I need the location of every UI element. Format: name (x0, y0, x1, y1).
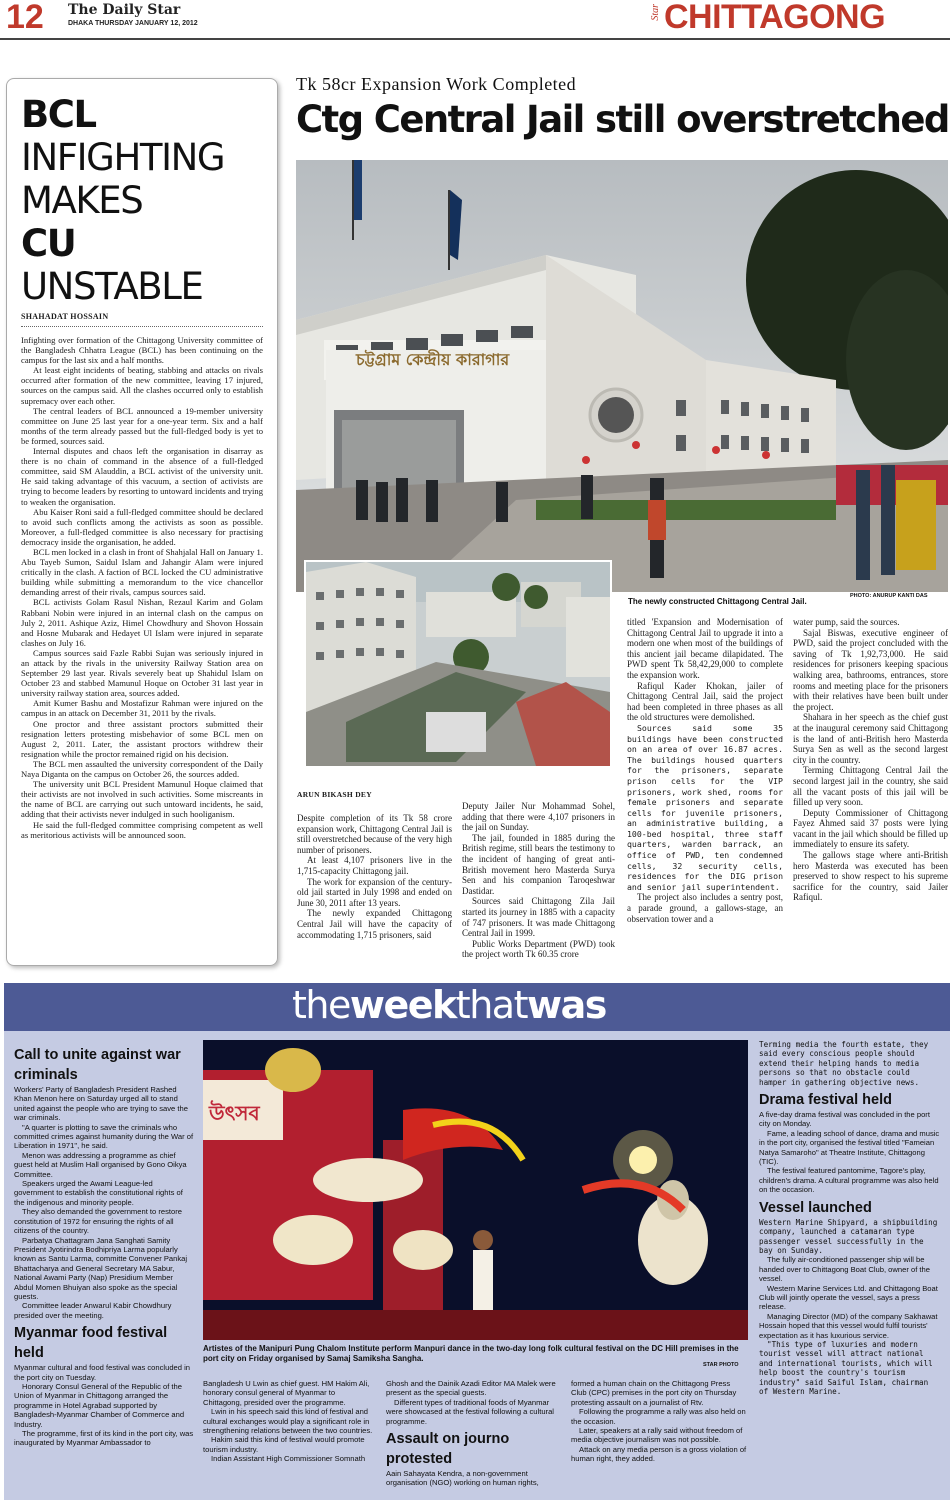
star-mark: Star (650, 4, 661, 21)
jail-photo-caption: The newly constructed Chittagong Central Jail. (628, 597, 807, 606)
lead-column-2: Deputy Jailer Nur Mohammad Sohel, adding that there were 4,107 prisoners in the jail on Sunday. The jail, founded in 1885 during the British regime, still bears the testimony to the incident of hanging of great anti-British movement hero Masterda Surya Sen and his companion Taroqeshwar Dastidar. Sources said Chittagong Zila Jail started its journey in 1885 with a capacity of 747 prisoners. It was made Chittagong Central Jail in 1999. Public Works Department (PWD) took the project worth Tk 60.35 crore (462, 801, 615, 960)
sidebar-body: Infighting over formation of the Chittagong University committee of the Bangladesh Chhatra League (BCL) has been continuing on the campus for the last six and a half months. At least eight incidents of beating, stabbing and attacks on rivals occurred after formation of the new committee, leaving 17 injured, sources on the campus said. All the clashes occurred only to establish supremacy over each other. The central leaders of BCL announced a 19-member university committee on June 25 last year for a one-year term. Six and a half months of the term already passed but the full-fledged body is yet to be formed, sources said. Internal disputes and chaos left the organisation in disarray as there is no chain of command in the absence of a full-fledged committee, said SM Alauddin, a BCL activist of the university unit. He said taking advantage of this vacuum, a section of activists are trying to become leaders by resorting to untoward incidents and trying to weaken the organisation. Abu Kaiser Roni said a full-fledged committee should be declared to avoid such conflicts among the activists as soon as possible. Moreover, a full-fledged committee is also necessary for practising democracy inside the organisation, he added. BCL men locked in a clash in front of Shahjalal Hall on January 1. Abu Tayeb Sumon, Saidul Islam and Jahangir Alam were injured critically in the clash. A faction of BCL locked the CU administrative building while submitting a memorandum to the vice chancellor demanding arrest of their rivals, campus sources said. BCL activists Golam Rasul Nishan, Rezaul Karim and Golam Rabbani Nobin were injured in an internal clash on the campus on July 2, 2011. Ashique Aziz, Himel Chowdhury and Shovon Hossain and Hosne Mubarak and Hedayet Ul Islam were injured in separate clashes on July 16. Campus sources said Fazle Rabbi Sujan was seriously injured in an attack by the rivals in the university Railway Station area on September 29 last year. Rivals severely beat up Shahidul Islam on October 23 and stabbed Mamunul Hoque on October 31 last year in university railway station area, sources added. Amit Kumer Bashu and Mostafizur Rahman were injured on the campus in an attack on December 31, 2011 by the rivals. One proctor and three assistant proctors submitted their resignation letters protesting misbehavior of some BCL men on August 2, 2011. Later, the assistant proctors withdrew their resignation while the proctor remained rigid on his decision. The BCL men assaulted the university correspondent of the Daily Naya Diganta on the campus on October 26, the sources added. The university unit BCL President Mamunul Hoque claimed that their activists are not involved in such activities. Some miscreants in the name of BCL are carrying out such untoward incidents, he said, adding that their activists never indulged in such hooliganism. He said the full-fledged committee comprising competent as well as meritorious activists will be announced soon. (21, 335, 263, 840)
dance-photo-caption: Artistes of the Manipuri Pung Chalom Institute perform Manpuri dance in the two-day long folk cultural festival on the DC Hill premises in the port city on Friday organised by Samaj Samiksha Sangha. (203, 1344, 739, 1363)
story-headline-journo: Assault on journo protested (386, 1431, 510, 1468)
week-center-column-2: Ghosh and the Dainik Azadi Editor MA Malek were present as the special guests. Different types of traditional foods of Myanmar were showcased at the festival following a cultural programme. Assault on journo protested Aain Sahayata Kendra, a non-government organisation (NGO) working on human rights, (386, 1379, 564, 1500)
lead-column-4: water pump, said the sources. Sajal Biswas, executive engineer of PWD, said the project concluded with the saving of Tk 1,92,73,000. He said residences for prisoners keeping spacious walking area, bathrooms, entrances, store rooms and meeting place for the prisoners with their relatives have been built under the project. Shahara in her speech as the chief gust at the inaugural ceremony said Chittagong is the land of anti-British hero Masterda Surya Sen as well as the second largest city in the country. Terming Chittagong Central Jail the second largest jail in the country, she said all the vacant posts of this jail will be filled up very soon. Deputy Commissioner of Chittagong Fayez Ahmed said 37 posts were lying vacant in the jail which should be filled up immediately to ensure its safety. The gallows stage where anti-British hero Masterda was executed has been preserved to show respect to his supreme sacrifice for the country, said Jailer Rafiqul. (793, 617, 948, 903)
section-name: CHITTAGONG (664, 0, 886, 36)
week-right-column: Terming media the fourth estate, they said every conscious people should extend their helping hands to media persons so that no obstacle could hamper in gathering objective news. Drama festival held A five-day drama festival was concluded in the port city on Monday. Fame, a leading school of dance, drama and music in the port city, organised the festival titled "Fameian Natya Samaroho" at Theatre Institute, Chittagong (TIC). The festival featured pantomime, Tagore's play, children's drama. A cultural programme was also held on the occasion. Vessel launched Western Marine Shipyard, a shipbuilding company, launched a catamaran type passenger vessel successfully in the bay on Sunday. The fully air-conditioned passenger ship will be handed over to Chittagong Boat Club, owner of the vessel. Western Marine Services Ltd. and Chittagong Boat Club will jointly operate the vessel, says a press release. Managing Director (MD) of the company Sakhawat Hossain hoped that this vessel would fulfil tourists' expectation as it has luxurious service. "This type of luxuries and modern tourist vessel will attract national and international tourists, which will help boost the country's tourism industry" said Saiful Islam, chairman of Western Marine. (759, 1040, 940, 1396)
gate-sign: চট্টগ্রাম কেন্দ্রীয় কারাগার (356, 350, 510, 369)
story-headline-myanmar-food: Myanmar food festival held (14, 1325, 168, 1362)
page-number: 12 (6, 0, 44, 36)
story-headline-vessel: Vessel launched (759, 1199, 872, 1216)
week-center-column-1: Bangladesh U Lwin as chief guest. HM Hakim Ali, honorary consul general of Myanmar to Chittagong, presided over the programme. Lwin in his speech said this kind of festival and cultural exchanges would play a significant role in strengthening relations between the two countries. Hakim said this kind of festival would promote tourism industry. Indian Assistant High Commissioner Somnath (203, 1379, 373, 1464)
sidebar-headline: BCL INFIGHTING MAKES CU UNSTABLE (21, 93, 225, 308)
lead-column-1: Despite completion of its Tk 58 crore expansion work, Chittagong Central Jail is still overstretched because of the very high number of prisoners. At least 4,107 prisoners live in the 1,715-capacity Chittagong jail. The work for expansion of the century-old jail started in July 1998 and ended on June 30, 2011 after 13 years. The newly expanded Chittagong Central Jail will have the capacity of accommodating 1,715 prisoners, said (297, 813, 452, 940)
week-that-was-banner (4, 983, 950, 1031)
lead-column-3: titled 'Expansion and Modernisation of Chittagong Central Jail to upgrade it into a modern one when most of the buildings of this ancient jail became dilapidated. The PWD spent Tk 58,42,29,000 to complete the expansion work. Rafiqul Kader Khokan, jailer of Chittagong Central Jail, said the project had been completed in three phases as all the old structures were demolished. Sources said some 35 buildings have been constructed on an area of over 16.87 acres. The buildings housed quarters for the prisoners, separate prison cells for the VIP prisoners, work shed, rooms for female prisoners and separate cells for juvenile prisoners, an administrative building, a 100-bed hospital, three staff quarters, warden barrack, an office of PWD, ten condemned cells, 32 security cells, residences for the DIG prison and senior jail superintendent. The project also includes a sentry post, a parade ground, a gallows-stage, an observation tower and a (627, 617, 783, 924)
jail-photo (296, 160, 948, 592)
week-that-was-title: theweekthatwas (292, 983, 606, 1027)
page-masthead (0, 0, 950, 40)
sidebar-byline: SHAHADAT HOSSAIN (21, 312, 263, 327)
story-headline-war-criminals: Call to unite against war criminals (14, 1047, 181, 1083)
lead-headline: Ctg Central Jail still overstretched (296, 98, 949, 141)
lead-byline: ARUN BIKASH DEY (297, 790, 372, 799)
week-left-column: Call to unite against war criminals Workers' Party of Bangladesh President Rashed Khan Menon here on Saturday urged all to stand united against the people who are trying to save the war criminals. "A quarter is plotting to save the criminals who committed crimes against humanity during the War of Liberation in 1971", he said. Menon was addressing a programme as chief guest held at Muslim Hall organised by Gono Oikya Committee. Speakers urged the Awami League-led government to establish the constitutional rights of the indigenous and minority people. They also demanded the government to restore constitution of 1972 for ensuring the rights of all citizens of the country. Parbatya Chattagram Jana Sanghati Samity President Jyotirindra Bodhipriya Larma popularly known as Santu Larma, committe Convener Pankaj Bhattacharya and General Secretary MA Sabur, National Awami Party (Nap) Presidium Member Abdul Momen Bhuiyan also spoke as the special guests. Committee leader Anwarul Kabir Chowdhury presided over the meeting. Myanmar food festival held Myanmar cultural and food festival was concluded in the port city on Tuesday. Honorary Consul General of the Republic of the Union of Myanmar in Chittagong arranged the programme in Hotel Agrabad supported by Bangladesh-Myanmar Chamber of Commerce and Industry. The programme, first of its kind in the port city, was inaugurated by Myanmar Ambassador to (14, 1047, 194, 1448)
dateline: DHAKA THURSDAY JANUARY 12, 2012 (68, 20, 198, 27)
paper-name: The Daily Star (68, 2, 181, 18)
jail-inset-photo (304, 560, 612, 768)
jail-photo-credit: PHOTO: ANURUP KANTI DAS (850, 593, 928, 599)
festival-banner-text: উৎসব (209, 1101, 260, 1125)
dance-photo-credit: STAR PHOTO (703, 1362, 739, 1368)
lead-kicker: Tk 58cr Expansion Work Completed (296, 74, 577, 94)
week-center-column-3: formed a human chain on the Chittagong Press Club (CPC) premises in the port city on Thursday protesting assault on a journalist of Rtv. Following the programme a rally was also held on the occasion. Later, speakers at a rally said without freedom of media objective journalism was not possible. Attack on any media person is a gross violation of human right, they added. (571, 1379, 747, 1464)
story-headline-drama-festival: Drama festival held (759, 1092, 892, 1109)
sidebar-story (6, 78, 278, 966)
dance-photo (203, 1040, 748, 1340)
